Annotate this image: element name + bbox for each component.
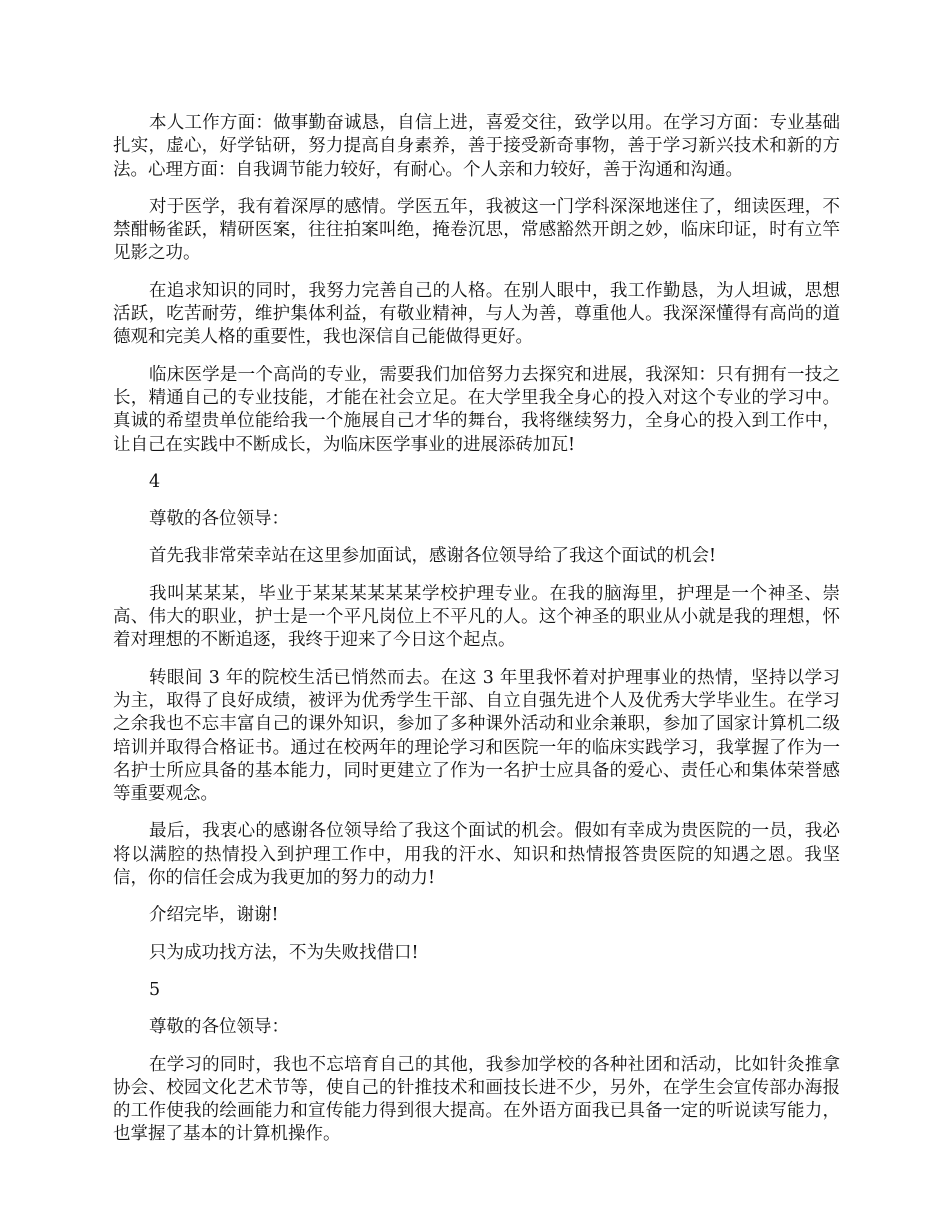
document-body xyxy=(113,112,840,1161)
section-number-4: 4 xyxy=(149,471,161,492)
paragraph-interview-thanks: 首先我非常荣幸站在这里参加面试，感谢各位领导给了我这个面试的机会! xyxy=(149,546,717,567)
paragraph-self-intro: 我叫某某某，毕业于某某某某某某学校护理专业。在我的脑海里，护理是一个神圣、崇高、伟大的职业，护士是一个平凡岗位上不平凡的人。这个神圣的职业从小就是我的理想，怀着对理想的不断追逐，我终于迎来了今日这个起点。 xyxy=(113,583,840,651)
paragraph-medicine-passion: 对于医学，我有着深厚的感情。学医五年，我被这一门学科深深地迷住了，细读医理，不禁酣畅雀跃，精研医案，往往拍案叫绝，掩卷沉思，常感豁然开朗之妙，临床印证，时有立竿见影之功。 xyxy=(113,196,840,264)
paragraph-clinical-medicine: 临床医学是一个高尚的专业，需要我们加倍努力去探究和进展，我深知：只有拥有一技之长，精通自己的专业技能，才能在社会立足。在大学里我全身心的投入对这个专业的学习中。真诚的希望贵单位能给我一个施展自己才华的舞台，我将继续努力，全身心的投入到工作中，让自己在实践中不断成长，为临床医学事业的进展添砖加瓦! xyxy=(113,364,840,455)
paragraph-school-life: 转眼间 3 年的院校生活已悄然而去。在这 3 年里我怀着对护理事业的热情，坚持以学习为主，取得了良好成绩，被评为优秀学生干部、自立自强先进个人及优秀大学毕业生。在学习之余我也不忘丰富自己的课外知识，参加了多种课外活动和业余兼职，参加了国家计算机二级培训并取得合格证书。通过在校两年的理论学习和医院一年的临床实践学习，我掌握了作为一名护士所应具备的基本能力，同时更建立了作为一名护士应具备的爱心、责任心和集体荣誉感等重要观念。 xyxy=(113,667,840,805)
paragraph-personality: 在追求知识的同时，我努力完善自己的人格。在别人眼中，我工作勤恳，为人坦诚，思想活跃，吃苦耐劳，维护集体利益，有敬业精神，与人为善，尊重他人。我深深懂得有高尚的道德观和完美人格的重要性，我也深信自己能做得更好。 xyxy=(113,280,840,348)
salutation: 尊敬的各位领导： xyxy=(149,509,289,530)
paragraph-extracurricular: 在学习的同时，我也不忘培育自己的其他，我参加学校的各种社团和活动，比如针灸推拿协会、校园文化艺术节等，使自己的针推技术和画技长进不少，另外，在学生会宣传部办海报的工作使我的绘画能力和宣传能力得到很大提高。在外语方面我已具备一定的听说读写能力，也掌握了基本的计算机操作。 xyxy=(113,1054,840,1145)
paragraph-motto: 只为成功找方法，不为失败找借口! xyxy=(149,942,419,963)
paragraph-intro-end: 介绍完毕，谢谢! xyxy=(149,905,279,926)
section-number-5: 5 xyxy=(149,979,161,1000)
salutation-2: 尊敬的各位领导： xyxy=(149,1017,289,1038)
paragraph-closing: 最后，我衷心的感谢各位领导给了我这个面试的机会。假如有幸成为贵医院的一员，我必将以满腔的热情投入到护理工作中，用我的汗水、知识和热情报答贵医院的知遇之恩。我坚信，你的信任会成为我更加的努力的动力! xyxy=(113,821,840,889)
paragraph-work-attitude: 本人工作方面：做事勤奋诚恳，自信上进，喜爱交往，致学以用。在学习方面：专业基础扎实，虚心，好学钻研，努力提高自身素养，善于接受新奇事物，善于学习新兴技术和新的方法。心理方面：自我调节能力较好，有耐心。个人亲和力较好，善于沟通和沟通。 xyxy=(113,113,840,180)
